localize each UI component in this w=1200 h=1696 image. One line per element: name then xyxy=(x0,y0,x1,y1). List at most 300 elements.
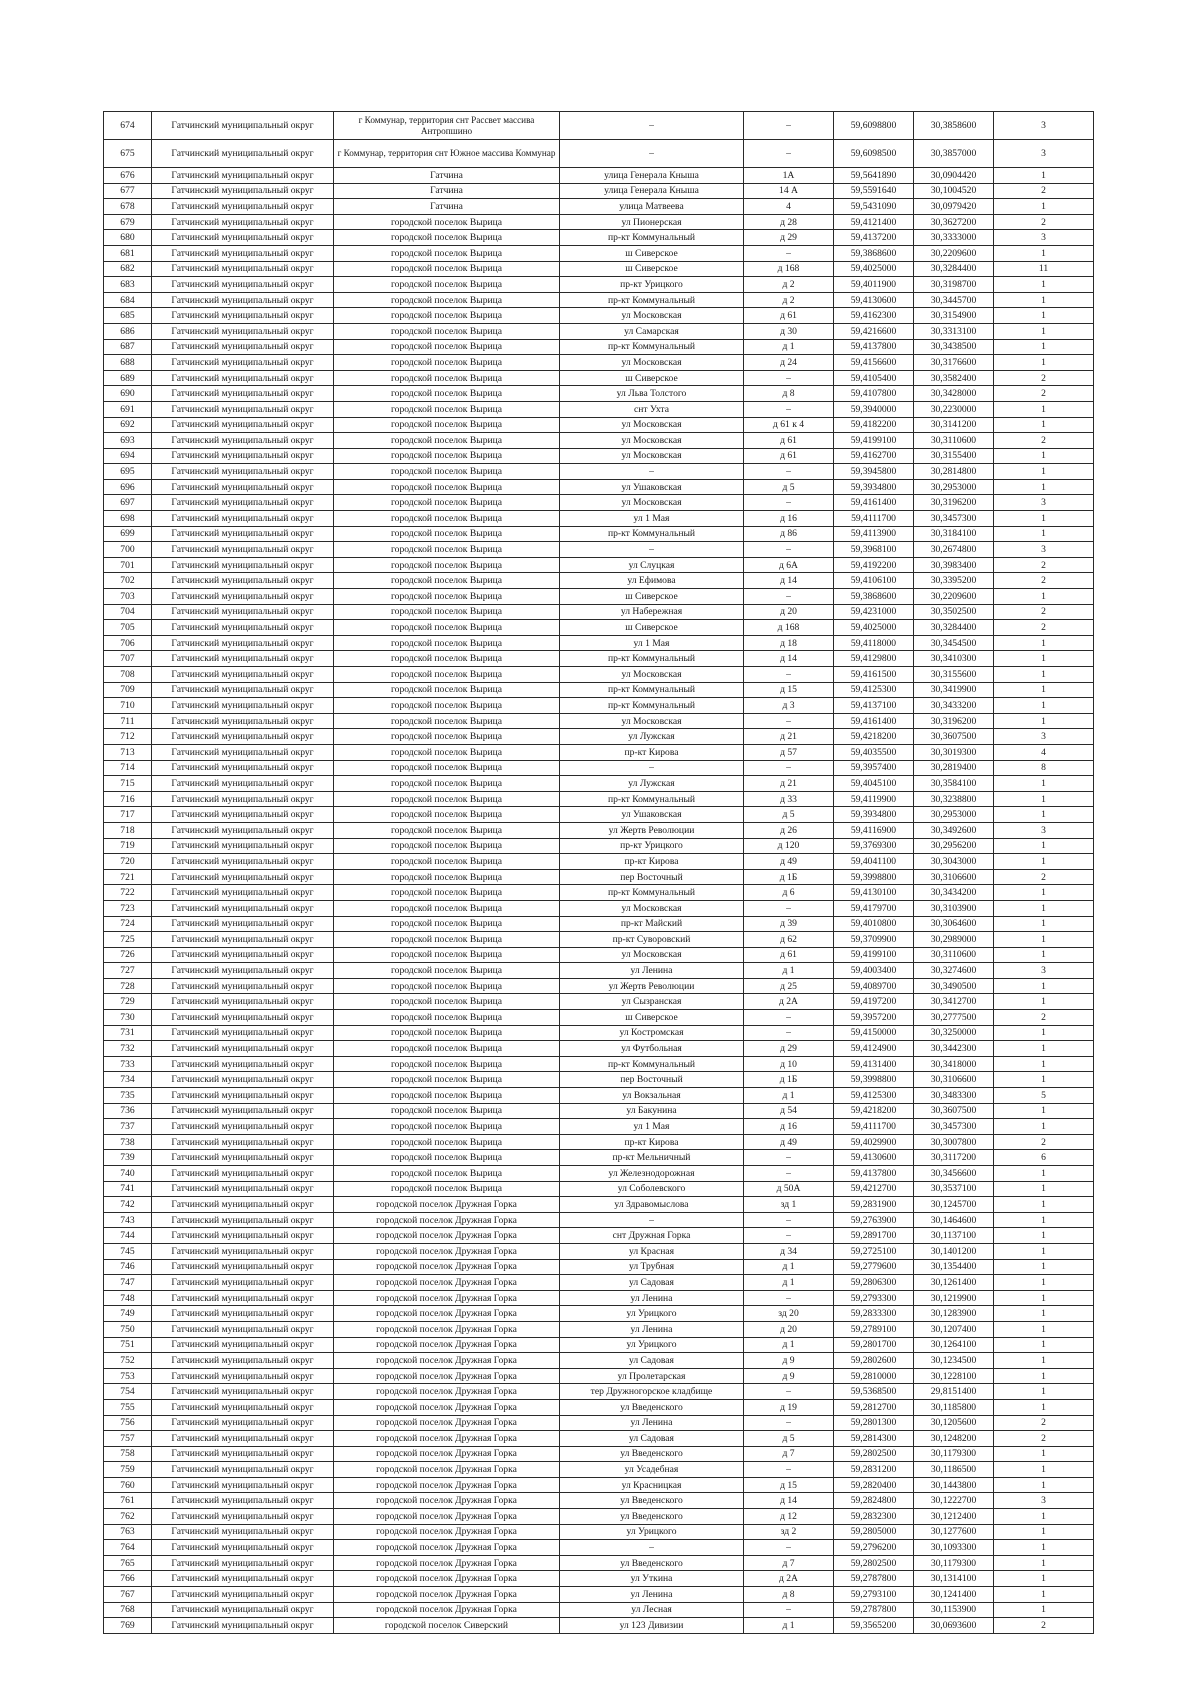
cell-row-number: 674 xyxy=(104,112,152,140)
cell-house: 14 А xyxy=(744,183,834,199)
table-row xyxy=(104,1228,1094,1244)
cell-longitude: 30,3537100 xyxy=(914,1181,994,1197)
cell-district: Гатчинский муниципальный округ xyxy=(152,947,334,963)
table-row xyxy=(104,1399,1094,1415)
cell-street: ул Здравомыслова xyxy=(560,1197,744,1213)
cell-street: пр-кт Коммунальный xyxy=(560,292,744,308)
cell-row-number: 680 xyxy=(104,230,152,246)
cell-row-number: 704 xyxy=(104,604,152,620)
table-row xyxy=(104,1571,1094,1587)
cell-count: 2 xyxy=(994,869,1094,885)
cell-street: ул Ленина xyxy=(560,1415,744,1431)
cell-count: 1 xyxy=(994,168,1094,184)
cell-settlement: городской поселок Вырица xyxy=(334,776,560,792)
table-row xyxy=(104,323,1094,339)
cell-settlement: городской поселок Вырица xyxy=(334,916,560,932)
cell-count: 2 xyxy=(994,620,1094,636)
cell-district: Гатчинский муниципальный округ xyxy=(152,1228,334,1244)
cell-longitude: 30,1179300 xyxy=(914,1555,994,1571)
cell-row-number: 702 xyxy=(104,573,152,589)
cell-district: Гатчинский муниципальный округ xyxy=(152,620,334,636)
cell-longitude: 30,2674800 xyxy=(914,542,994,558)
table-row xyxy=(104,916,1094,932)
cell-count: 11 xyxy=(994,261,1094,277)
table-row xyxy=(104,140,1094,168)
table-row xyxy=(104,1321,1094,1337)
cell-count: 2 xyxy=(994,573,1094,589)
cell-street: ул Введенского xyxy=(560,1446,744,1462)
table-row xyxy=(104,1524,1094,1540)
cell-street: ул Соболевского xyxy=(560,1181,744,1197)
cell-count: 1 xyxy=(994,245,1094,261)
cell-latitude: 59,4162300 xyxy=(834,308,914,324)
cell-street: ул Московская xyxy=(560,417,744,433)
cell-count: 1 xyxy=(994,1119,1094,1135)
cell-street: ул Усадебная xyxy=(560,1462,744,1478)
cell-longitude: 30,1314100 xyxy=(914,1571,994,1587)
cell-street: пр-кт Кирова xyxy=(560,1134,744,1150)
cell-latitude: 59,5591640 xyxy=(834,183,914,199)
cell-row-number: 765 xyxy=(104,1555,152,1571)
table-row xyxy=(104,1462,1094,1478)
cell-settlement: городской поселок Дружная Горка xyxy=(334,1509,560,1525)
cell-settlement: городской поселок Вырица xyxy=(334,495,560,511)
cell-row-number: 730 xyxy=(104,1010,152,1026)
cell-street: ул Садовая xyxy=(560,1431,744,1447)
cell-count: 6 xyxy=(994,1150,1094,1166)
cell-street: пр-кт Коммунальный xyxy=(560,885,744,901)
cell-house: д 24 xyxy=(744,355,834,371)
cell-latitude: 59,4231000 xyxy=(834,604,914,620)
cell-longitude: 30,1137100 xyxy=(914,1228,994,1244)
cell-latitude: 59,4010800 xyxy=(834,916,914,932)
cell-count: 1 xyxy=(994,651,1094,667)
cell-settlement: городской поселок Вырица xyxy=(334,308,560,324)
cell-street: пр-кт Коммунальный xyxy=(560,698,744,714)
table-row xyxy=(104,292,1094,308)
cell-count: 1 xyxy=(994,1571,1094,1587)
cell-count: 2 xyxy=(994,370,1094,386)
cell-settlement: городской поселок Вырица xyxy=(334,760,560,776)
cell-latitude: 59,4150000 xyxy=(834,1025,914,1041)
table-row xyxy=(104,869,1094,885)
cell-row-number: 693 xyxy=(104,433,152,449)
cell-district: Гатчинский муниципальный округ xyxy=(152,1415,334,1431)
table-row xyxy=(104,370,1094,386)
cell-latitude: 59,2802500 xyxy=(834,1555,914,1571)
cell-settlement: городской поселок Дружная Горка xyxy=(334,1602,560,1618)
cell-street: ул Льва Толстого xyxy=(560,386,744,402)
cell-row-number: 739 xyxy=(104,1150,152,1166)
table-row xyxy=(104,1290,1094,1306)
cell-row-number: 727 xyxy=(104,963,152,979)
cell-district: Гатчинский муниципальный округ xyxy=(152,1368,334,1384)
cell-latitude: 59,4199100 xyxy=(834,947,914,963)
table-row xyxy=(104,168,1094,184)
cell-settlement: городской поселок Вырица xyxy=(334,791,560,807)
cell-street: ул Московская xyxy=(560,495,744,511)
cell-settlement: городской поселок Вырица xyxy=(334,1025,560,1041)
cell-row-number: 681 xyxy=(104,245,152,261)
cell-street: ул Красная xyxy=(560,1243,744,1259)
cell-house: д 9 xyxy=(744,1368,834,1384)
cell-street: ул Московская xyxy=(560,308,744,324)
cell-row-number: 713 xyxy=(104,744,152,760)
cell-count: 1 xyxy=(994,838,1094,854)
cell-row-number: 722 xyxy=(104,885,152,901)
cell-settlement: городской поселок Дружная Горка xyxy=(334,1306,560,1322)
cell-count: 1 xyxy=(994,916,1094,932)
cell-settlement: городской поселок Вырица xyxy=(334,401,560,417)
cell-settlement: городской поселок Дружная Горка xyxy=(334,1384,560,1400)
cell-settlement: городской поселок Вырица xyxy=(334,245,560,261)
cell-district: Гатчинский муниципальный округ xyxy=(152,1010,334,1026)
cell-longitude: 30,3454500 xyxy=(914,635,994,651)
cell-district: Гатчинский муниципальный округ xyxy=(152,1462,334,1478)
cell-house: д 86 xyxy=(744,526,834,542)
cell-settlement: городской поселок Вырица xyxy=(334,635,560,651)
cell-longitude: 30,3857000 xyxy=(914,140,994,168)
cell-district: Гатчинский муниципальный округ xyxy=(152,1212,334,1228)
cell-district: Гатчинский муниципальный округ xyxy=(152,479,334,495)
cell-house: – xyxy=(744,1290,834,1306)
cell-settlement: городской поселок Вырица xyxy=(334,947,560,963)
cell-house: д 7 xyxy=(744,1446,834,1462)
cell-district: Гатчинский муниципальный округ xyxy=(152,355,334,371)
cell-district: Гатчинский муниципальный округ xyxy=(152,401,334,417)
cell-row-number: 726 xyxy=(104,947,152,963)
cell-row-number: 712 xyxy=(104,729,152,745)
cell-row-number: 754 xyxy=(104,1384,152,1400)
cell-settlement: городской поселок Вырица xyxy=(334,433,560,449)
cell-district: Гатчинский муниципальный округ xyxy=(152,1056,334,1072)
cell-row-number: 695 xyxy=(104,464,152,480)
cell-count: 1 xyxy=(994,417,1094,433)
cell-latitude: 59,3940000 xyxy=(834,401,914,417)
cell-street: ул Урицкого xyxy=(560,1306,744,1322)
cell-count: 1 xyxy=(994,323,1094,339)
cell-house: – xyxy=(744,140,834,168)
cell-count: 2 xyxy=(994,386,1094,402)
cell-count: 1 xyxy=(994,947,1094,963)
cell-district: Гатчинский муниципальный округ xyxy=(152,1555,334,1571)
cell-district: Гатчинский муниципальный округ xyxy=(152,245,334,261)
cell-settlement: городской поселок Вырица xyxy=(334,1056,560,1072)
cell-row-number: 752 xyxy=(104,1353,152,1369)
cell-row-number: 761 xyxy=(104,1493,152,1509)
cell-latitude: 59,4041100 xyxy=(834,854,914,870)
cell-count: 1 xyxy=(994,1524,1094,1540)
cell-latitude: 59,4121400 xyxy=(834,214,914,230)
cell-latitude: 59,4107800 xyxy=(834,386,914,402)
cell-district: Гатчинский муниципальный округ xyxy=(152,214,334,230)
cell-latitude: 59,4045100 xyxy=(834,776,914,792)
cell-longitude: 30,1261400 xyxy=(914,1275,994,1291)
cell-settlement: городской поселок Вырица xyxy=(334,479,560,495)
cell-settlement: городской поселок Вырица xyxy=(334,1150,560,1166)
cell-longitude: 30,3483300 xyxy=(914,1088,994,1104)
cell-settlement: городской поселок Дружная Горка xyxy=(334,1477,560,1493)
cell-latitude: 59,2801300 xyxy=(834,1415,914,1431)
cell-longitude: 30,1277600 xyxy=(914,1524,994,1540)
cell-street: – xyxy=(560,542,744,558)
table-row xyxy=(104,199,1094,215)
cell-settlement: городской поселок Дружная Горка xyxy=(334,1228,560,1244)
cell-count: 3 xyxy=(994,963,1094,979)
cell-district: Гатчинский муниципальный округ xyxy=(152,261,334,277)
cell-row-number: 769 xyxy=(104,1618,152,1634)
cell-street: ул Лужская xyxy=(560,729,744,745)
cell-house: д 49 xyxy=(744,1134,834,1150)
cell-latitude: 59,4105400 xyxy=(834,370,914,386)
cell-house: – xyxy=(744,713,834,729)
cell-latitude: 59,4137800 xyxy=(834,1166,914,1182)
cell-house: д 9 xyxy=(744,1353,834,1369)
cell-street: ул Московская xyxy=(560,947,744,963)
cell-street: ш Сиверское xyxy=(560,370,744,386)
cell-row-number: 731 xyxy=(104,1025,152,1041)
cell-row-number: 723 xyxy=(104,900,152,916)
cell-street: ул Урицкого xyxy=(560,1337,744,1353)
cell-district: Гатчинский муниципальный округ xyxy=(152,651,334,667)
cell-latitude: 59,4182200 xyxy=(834,417,914,433)
cell-district: Гатчинский муниципальный округ xyxy=(152,604,334,620)
cell-latitude: 59,4218200 xyxy=(834,1103,914,1119)
cell-district: Гатчинский муниципальный округ xyxy=(152,464,334,480)
cell-street: пр-кт Майский xyxy=(560,916,744,932)
cell-district: Гатчинский муниципальный округ xyxy=(152,713,334,729)
cell-count: 1 xyxy=(994,1197,1094,1213)
cell-street: ул Пионерская xyxy=(560,214,744,230)
cell-street: улица Матвеева xyxy=(560,199,744,215)
cell-count: 3 xyxy=(994,542,1094,558)
cell-house: д 1 xyxy=(744,963,834,979)
cell-count: 1 xyxy=(994,339,1094,355)
cell-district: Гатчинский муниципальный округ xyxy=(152,386,334,402)
cell-district: Гатчинский муниципальный округ xyxy=(152,1509,334,1525)
cell-settlement: городской поселок Вырица xyxy=(334,589,560,605)
cell-settlement: городской поселок Вырица xyxy=(334,1072,560,1088)
cell-settlement: городской поселок Дружная Горка xyxy=(334,1337,560,1353)
cell-house: – xyxy=(744,464,834,480)
cell-district: Гатчинский муниципальный округ xyxy=(152,1088,334,1104)
cell-latitude: 59,3957400 xyxy=(834,760,914,776)
cell-count: 1 xyxy=(994,791,1094,807)
cell-house: – xyxy=(744,667,834,683)
cell-row-number: 719 xyxy=(104,838,152,854)
cell-latitude: 59,4129800 xyxy=(834,651,914,667)
cell-settlement: городской поселок Вырица xyxy=(334,386,560,402)
cell-settlement: городской поселок Вырица xyxy=(334,932,560,948)
cell-latitude: 59,3945800 xyxy=(834,464,914,480)
cell-house: д 21 xyxy=(744,729,834,745)
cell-house: – xyxy=(744,1010,834,1026)
cell-count: 1 xyxy=(994,511,1094,527)
cell-street: пр-кт Коммунальный xyxy=(560,1056,744,1072)
cell-count: 1 xyxy=(994,900,1094,916)
cell-count: 1 xyxy=(994,1041,1094,1057)
table-row xyxy=(104,729,1094,745)
table-row xyxy=(104,1368,1094,1384)
cell-latitude: 59,6098800 xyxy=(834,112,914,140)
cell-district: Гатчинский муниципальный округ xyxy=(152,1618,334,1634)
cell-count: 1 xyxy=(994,1212,1094,1228)
cell-district: Гатчинский муниципальный округ xyxy=(152,277,334,293)
cell-house: д 61 к 4 xyxy=(744,417,834,433)
cell-count: 3 xyxy=(994,822,1094,838)
table-row xyxy=(104,1384,1094,1400)
cell-street: ул Московская xyxy=(560,713,744,729)
table-row xyxy=(104,838,1094,854)
table-row xyxy=(104,417,1094,433)
cell-district: Гатчинский муниципальный округ xyxy=(152,1353,334,1369)
cell-latitude: 59,2833300 xyxy=(834,1306,914,1322)
cell-longitude: 30,1222700 xyxy=(914,1493,994,1509)
cell-row-number: 746 xyxy=(104,1259,152,1275)
cell-latitude: 59,4162700 xyxy=(834,448,914,464)
cell-count: 1 xyxy=(994,1555,1094,1571)
cell-settlement: городской поселок Вырица xyxy=(334,744,560,760)
cell-longitude: 30,3412700 xyxy=(914,994,994,1010)
cell-count: 1 xyxy=(994,1103,1094,1119)
cell-latitude: 59,4029900 xyxy=(834,1134,914,1150)
cell-row-number: 686 xyxy=(104,323,152,339)
cell-latitude: 59,3934800 xyxy=(834,807,914,823)
cell-longitude: 30,1205600 xyxy=(914,1415,994,1431)
cell-latitude: 59,4192200 xyxy=(834,557,914,573)
cell-row-number: 701 xyxy=(104,557,152,573)
cell-count: 2 xyxy=(994,1010,1094,1026)
cell-count: 1 xyxy=(994,1384,1094,1400)
cell-district: Гатчинский муниципальный округ xyxy=(152,339,334,355)
cell-longitude: 30,3110600 xyxy=(914,947,994,963)
cell-house: д 28 xyxy=(744,214,834,230)
cell-count: 1 xyxy=(994,682,1094,698)
cell-house: д 120 xyxy=(744,838,834,854)
cell-settlement: городской поселок Вырица xyxy=(334,557,560,573)
table-row xyxy=(104,1103,1094,1119)
cell-longitude: 30,1443800 xyxy=(914,1477,994,1493)
cell-count: 1 xyxy=(994,1072,1094,1088)
cell-street: ул Жертв Революции xyxy=(560,822,744,838)
cell-district: Гатчинский муниципальный округ xyxy=(152,776,334,792)
cell-settlement: городской поселок Дружная Горка xyxy=(334,1259,560,1275)
cell-latitude: 59,4137200 xyxy=(834,230,914,246)
table-row xyxy=(104,479,1094,495)
cell-street: ул Московская xyxy=(560,433,744,449)
cell-street: ул 1 Мая xyxy=(560,635,744,651)
table-row xyxy=(104,885,1094,901)
cell-row-number: 741 xyxy=(104,1181,152,1197)
table-row xyxy=(104,589,1094,605)
cell-row-number: 687 xyxy=(104,339,152,355)
cell-settlement: городской поселок Вырица xyxy=(334,869,560,885)
cell-settlement: городской поселок Вырица xyxy=(334,1041,560,1057)
cell-row-number: 707 xyxy=(104,651,152,667)
table-row xyxy=(104,1181,1094,1197)
cell-longitude: 30,3492600 xyxy=(914,822,994,838)
cell-latitude: 59,3709900 xyxy=(834,932,914,948)
cell-district: Гатчинский муниципальный округ xyxy=(152,1243,334,1259)
cell-district: Гатчинский муниципальный округ xyxy=(152,682,334,698)
cell-row-number: 709 xyxy=(104,682,152,698)
cell-district: Гатчинский муниципальный округ xyxy=(152,1431,334,1447)
cell-latitude: 59,5431090 xyxy=(834,199,914,215)
cell-count: 1 xyxy=(994,1446,1094,1462)
cell-longitude: 30,1228100 xyxy=(914,1368,994,1384)
cell-district: Гатчинский муниципальный округ xyxy=(152,1493,334,1509)
cell-longitude: 30,1219900 xyxy=(914,1290,994,1306)
table-row xyxy=(104,1041,1094,1057)
cell-count: 1 xyxy=(994,807,1094,823)
cell-longitude: 30,3607500 xyxy=(914,1103,994,1119)
cell-settlement: городской поселок Вырица xyxy=(334,713,560,729)
cell-row-number: 747 xyxy=(104,1275,152,1291)
table-row xyxy=(104,1056,1094,1072)
table-row xyxy=(104,1306,1094,1322)
cell-longitude: 30,1464600 xyxy=(914,1212,994,1228)
cell-street: ул Трубная xyxy=(560,1259,744,1275)
cell-house: д 15 xyxy=(744,682,834,698)
cell-street: ул 1 Мая xyxy=(560,1119,744,1135)
cell-longitude: 30,3196200 xyxy=(914,495,994,511)
cell-district: Гатчинский муниципальный округ xyxy=(152,978,334,994)
cell-house: – xyxy=(744,1415,834,1431)
cell-settlement: городской поселок Дружная Горка xyxy=(334,1399,560,1415)
cell-count: 1 xyxy=(994,464,1094,480)
cell-count: 3 xyxy=(994,1493,1094,1509)
cell-district: Гатчинский муниципальный округ xyxy=(152,140,334,168)
cell-settlement: городской поселок Вырица xyxy=(334,854,560,870)
table-row xyxy=(104,1618,1094,1634)
table-row xyxy=(104,261,1094,277)
cell-latitude: 59,4116900 xyxy=(834,822,914,838)
cell-row-number: 725 xyxy=(104,932,152,948)
cell-latitude: 59,2824800 xyxy=(834,1493,914,1509)
cell-row-number: 685 xyxy=(104,308,152,324)
cell-settlement: городской поселок Дружная Горка xyxy=(334,1587,560,1603)
cell-row-number: 757 xyxy=(104,1431,152,1447)
cell-house: д 1Б xyxy=(744,869,834,885)
cell-latitude: 59,2763900 xyxy=(834,1212,914,1228)
cell-latitude: 59,2891700 xyxy=(834,1228,914,1244)
table-row xyxy=(104,1337,1094,1353)
table-row xyxy=(104,183,1094,199)
cell-settlement: городской поселок Дружная Горка xyxy=(334,1524,560,1540)
cell-street: ул Красницкая xyxy=(560,1477,744,1493)
cell-street: ш Сиверское xyxy=(560,261,744,277)
cell-street: ул Введенского xyxy=(560,1555,744,1571)
cell-house: – xyxy=(744,1212,834,1228)
table-row xyxy=(104,355,1094,371)
cell-row-number: 714 xyxy=(104,760,152,776)
cell-street: ул Самарская xyxy=(560,323,744,339)
cell-house: – xyxy=(744,1166,834,1182)
cell-settlement: городской поселок Дружная Горка xyxy=(334,1243,560,1259)
cell-street: ул Московская xyxy=(560,448,744,464)
cell-latitude: 59,4199100 xyxy=(834,433,914,449)
cell-house: д 1Б xyxy=(744,1072,834,1088)
cell-house: д 14 xyxy=(744,651,834,667)
table-row xyxy=(104,1088,1094,1104)
cell-row-number: 696 xyxy=(104,479,152,495)
cell-street: ул Введенского xyxy=(560,1493,744,1509)
cell-house: д 1 xyxy=(744,1088,834,1104)
table-row xyxy=(104,1540,1094,1556)
cell-street: снт Ухта xyxy=(560,401,744,417)
cell-district: Гатчинский муниципальный округ xyxy=(152,1571,334,1587)
cell-longitude: 30,3154900 xyxy=(914,308,994,324)
